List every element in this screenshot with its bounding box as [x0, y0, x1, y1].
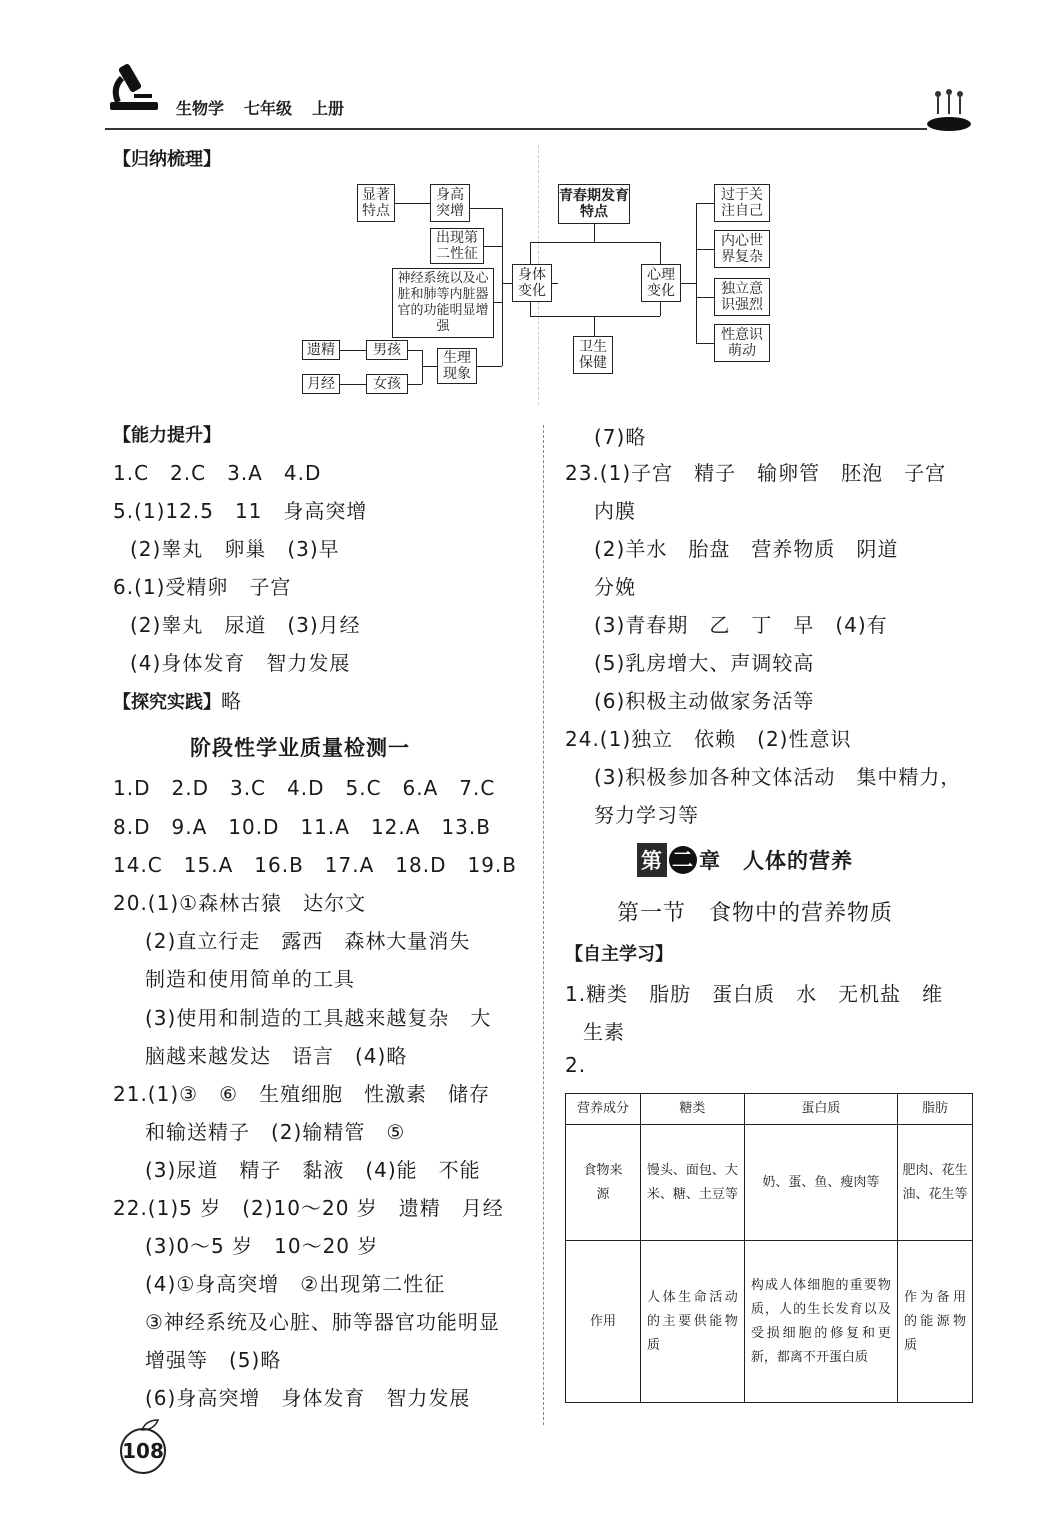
connector — [530, 302, 531, 316]
box-second-sex: 出现第二性征 — [430, 228, 484, 264]
answer-line: 1.糖类 脂肪 蛋白质 水 无机盐 维 — [565, 982, 944, 1006]
answer-line: 制造和使用简单的工具 — [145, 967, 355, 991]
answer-line: 24.(1)独立 依赖 (2)性意识 — [565, 727, 852, 751]
header-subject: 生物学 — [176, 99, 225, 118]
self-study-title: 【自主学习】 — [565, 944, 673, 965]
answer-line: 22.(1)5 岁 (2)10～20 岁 遗精 月经 — [113, 1196, 504, 1220]
table-cell: 馒头、面包、大米、糖、土豆等 — [641, 1125, 745, 1241]
ability-title: 【能力提升】 — [113, 425, 221, 446]
connector — [696, 249, 714, 250]
table-header: 糖类 — [641, 1094, 745, 1125]
test-title: 阶段性学业质量检测一 — [190, 736, 410, 760]
nutrient-table — [565, 1093, 973, 1403]
box-center: 青春期发育特点 — [558, 184, 630, 224]
box-sex-aware: 性意识萌动 — [714, 324, 770, 362]
chapter-name: 章 人体的营养 — [699, 849, 853, 873]
answer-line: 内膜 — [594, 499, 636, 523]
box-menses: 月经 — [302, 374, 340, 394]
chapter-number: 二 — [669, 846, 697, 874]
explore-row — [113, 685, 242, 714]
answer-line: 23.(1)子宫 精子 输卵管 胚泡 子宫 — [565, 461, 947, 485]
connector — [477, 366, 502, 367]
connector — [494, 302, 502, 303]
connector — [422, 366, 437, 367]
connector — [681, 283, 696, 284]
connector — [594, 224, 595, 242]
connector — [340, 384, 366, 385]
connector — [484, 246, 502, 247]
connector — [660, 242, 661, 264]
table-cell: 肥肉、花生油、花生等 — [897, 1125, 972, 1241]
connector — [696, 203, 714, 204]
answer-line: (4)身体发育 智力发展 — [130, 651, 351, 675]
answer-line: (5)乳房增大、声调较高 — [594, 651, 815, 675]
answer-line: 5.(1)12.5 11 身高突增 — [113, 499, 368, 523]
box-organs: 神经系统以及心脏和肺等内脏器官的功能明显增强 — [392, 268, 494, 338]
box-phys: 生理现象 — [437, 348, 477, 384]
answer-line: 20.(1)①森林古猿 达尔文 — [113, 891, 367, 915]
chapter-prefix: 第 — [637, 843, 667, 877]
microscope-icon — [104, 58, 162, 114]
answer-line: 8.D 9.A 10.D 11.A 12.A 13.B — [113, 815, 491, 839]
table-cell: 食物来源 — [566, 1125, 641, 1241]
answer-line: (3)尿道 精子 黏液 (4)能 不能 — [145, 1158, 481, 1182]
box-mind-change: 心理变化 — [641, 264, 681, 302]
header-grade: 七年级 — [244, 99, 293, 118]
connector — [696, 297, 714, 298]
answer-line: (3)积极参加各种文体活动 集中精力， — [594, 765, 962, 789]
answer-line: (2)睾丸 尿道 (3)月经 — [130, 613, 361, 637]
box-inner: 内心世界复杂 — [714, 230, 770, 268]
connector — [660, 302, 661, 316]
table-cell: 作为备用的能源物质 — [897, 1241, 972, 1403]
answer-line: 和输送精子 (2)输精管 ⑤ — [145, 1120, 406, 1144]
answer-line: (2)睾丸 卵巢 (3)早 — [130, 537, 340, 561]
box-indep: 独立意识强烈 — [714, 278, 770, 316]
answer-line: 1.D 2.D 3.C 4.D 5.C 6.A 7.C — [113, 776, 496, 800]
connector — [395, 203, 430, 204]
box-girl: 女孩 — [366, 374, 408, 394]
connector — [696, 343, 714, 344]
connector — [340, 350, 366, 351]
answer-line: (6)身高突增 身体发育 智力发展 — [145, 1386, 471, 1410]
answer-line: 脑越来越发达 语言 (4)略 — [145, 1044, 408, 1068]
connector — [502, 283, 512, 284]
connector — [696, 203, 697, 343]
table-cell: 人体生命活动的主要供能物质 — [641, 1241, 745, 1403]
connector — [408, 350, 422, 351]
answer-line: (4)①身高突增 ②出现第二性征 — [145, 1272, 446, 1296]
connector — [530, 242, 531, 264]
explore-answer: 略 — [221, 689, 242, 713]
answer-line: ③神经系统及心脏、肺等器官功能明显 — [145, 1310, 500, 1334]
summary-title: 【归纳梳理】 — [113, 149, 221, 170]
table-cell: 作用 — [566, 1241, 641, 1403]
answer-line: 2. — [565, 1053, 587, 1077]
section-title: 第一节 食物中的营养物质 — [617, 901, 894, 926]
table-cell: 构成人体细胞的重要物质，人的生长发育以及受损细胞的修复和更新，都离不开蛋白质 — [744, 1241, 897, 1403]
answer-line: (3)使用和制造的工具越来越复杂 大 — [145, 1006, 492, 1030]
answer-line: (2)直立行走 露西 森林大量消失 — [145, 929, 471, 953]
answer-line: 分娩 — [594, 575, 636, 599]
explore-title: 【探究实践】 — [113, 692, 221, 713]
answer-line: 21.(1)③ ⑥ 生殖细胞 性激素 储存 — [113, 1082, 490, 1106]
answer-line: 生素 — [583, 1020, 625, 1044]
connector — [530, 242, 660, 243]
answer-line: (3)0～5 岁 10～20 岁 — [145, 1234, 379, 1258]
connector — [422, 350, 423, 384]
box-body-change: 身体变化 — [512, 264, 552, 302]
answer-line: 14.C 15.A 16.B 17.A 18.D 19.B — [113, 853, 518, 877]
table-row — [566, 1125, 973, 1241]
page-number: 108 — [120, 1428, 166, 1474]
answer-line: 6.(1)受精卵 子宫 — [113, 575, 292, 599]
column-divider — [543, 425, 544, 1425]
box-boy: 男孩 — [366, 340, 408, 360]
table-header: 蛋白质 — [744, 1094, 897, 1125]
box-notable: 显著特点 — [357, 184, 395, 222]
box-self-focus: 过于关注自己 — [714, 184, 770, 222]
answer-line: 1.C 2.C 3.A 4.D — [113, 461, 322, 485]
header-volume: 上册 — [312, 99, 345, 118]
table-header: 脂肪 — [897, 1094, 972, 1125]
box-height: 身高突增 — [430, 184, 470, 222]
connector — [502, 208, 503, 366]
answer-line: 增强等 (5)略 — [145, 1348, 282, 1372]
table-row — [566, 1241, 973, 1403]
table-header: 营养成分 — [566, 1094, 641, 1125]
connector — [552, 283, 558, 284]
figures-decoration-icon — [926, 84, 972, 132]
table-cell: 奶、蛋、鱼、瘦肉等 — [744, 1125, 897, 1241]
connector — [594, 316, 595, 336]
answer-line: (6)积极主动做家务活等 — [594, 689, 815, 713]
answer-line: (7)略 — [594, 425, 647, 449]
answer-line: (3)青春期 乙 丁 早 (4)有 — [594, 613, 888, 637]
answer-line: 努力学习等 — [594, 803, 699, 827]
table-row — [566, 1094, 973, 1125]
chapter-title — [637, 843, 853, 877]
box-emission: 遗精 — [302, 340, 340, 360]
box-hygiene: 卫生保健 — [573, 336, 613, 374]
answer-line: (2)羊水 胎盘 营养物质 阴道 — [594, 537, 899, 561]
connector — [470, 208, 502, 209]
connector — [408, 384, 422, 385]
connector — [530, 316, 660, 317]
header-rule — [105, 128, 927, 130]
